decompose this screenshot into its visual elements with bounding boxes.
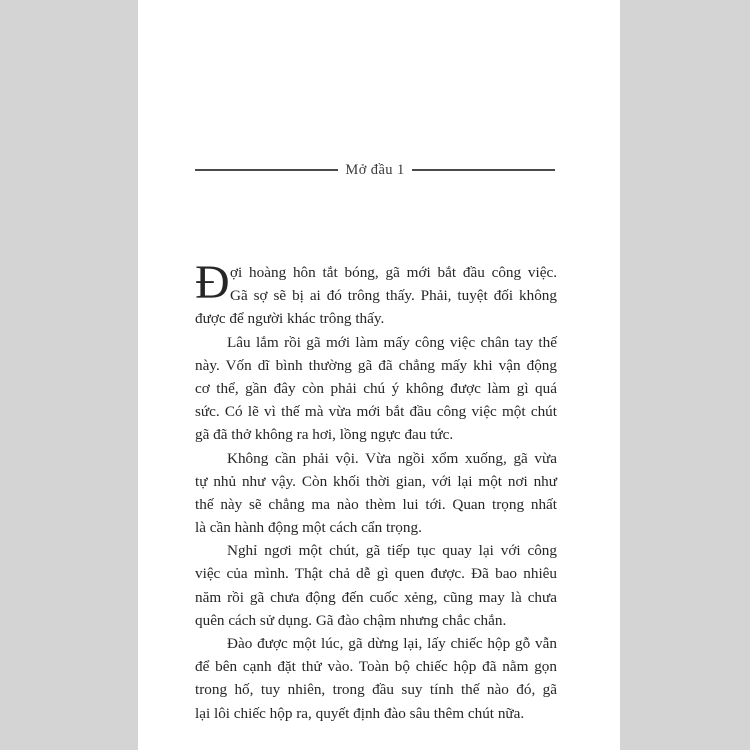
- body-text: [195, 256, 557, 725]
- text-line: gã đã thở không ra hơi, lồng ngực đau tức.: [195, 426, 454, 444]
- book-page: [138, 0, 620, 750]
- drop-cap: Đ: [195, 256, 230, 309]
- text-line: Lâu lắm rồi gã mới làm mấy công việc chân tay thế: [227, 333, 557, 351]
- heading-rule-right: [412, 169, 555, 171]
- text-line: Đào được một lúc, gã dừng lại, lấy chiếc hộp gỗ vẫn: [227, 635, 557, 652]
- heading-rule-left: [195, 169, 338, 171]
- text-line: cơ thể, gần đây còn phải chú ý không được làm gì quá: [195, 379, 557, 397]
- text-line: Gã sợ sẽ bị ai đó trông thấy. Phải, tuyệt đối không: [230, 287, 557, 305]
- text-line: tự nhủ như vậy. Còn khối thời gian, với lại một nơi như: [195, 472, 557, 490]
- text-line: việc của mình. Thật chả dễ gì quen được. Đã bao nhiêu: [195, 565, 557, 583]
- text-line: năm rồi gã chưa động đến cuốc xẻng, cũng may là chưa: [195, 588, 557, 606]
- text-line: Nghỉ ngơi một chút, gã tiếp tục quay lại với công: [227, 542, 557, 560]
- text-line: để bên cạnh đặt thử vào. Toàn bộ chiếc hộp đã nằm gọn: [195, 658, 557, 676]
- chapter-heading: [195, 158, 555, 182]
- text-line: được để người khác trông thấy.: [195, 310, 385, 328]
- text-line: ợi hoàng hôn tắt bóng, gã mới bắt đầu công việc.: [230, 264, 557, 281]
- text-line: trong hố, tuy nhiên, trong đầu suy tính thế nào đó, gã: [195, 681, 557, 699]
- text-line: quên cách sử dụng. Gã đào chậm nhưng chắc chắn.: [195, 611, 507, 629]
- text-line: Không cần phải vội. Vừa ngồi xổm xuống, gã vừa: [227, 449, 557, 467]
- text-line: này. Vốn dĩ bình thường gã đã chẳng mấy khi vận động: [195, 356, 557, 374]
- text-line: là cần hành động một cách cẩn trọng.: [195, 519, 422, 537]
- text-line: lại lôi chiếc hộp ra, quyết định đào sâu thêm chút nữa.: [195, 704, 525, 722]
- text-line: thế này sẽ chẳng ma nào thèm lui tới. Quan trọng nhất: [195, 495, 557, 513]
- chapter-title: Mở đầu 1: [345, 161, 405, 178]
- text-line: sức. Có lẽ vì thế mà vừa mới bắt đầu công việc một chút: [195, 403, 557, 421]
